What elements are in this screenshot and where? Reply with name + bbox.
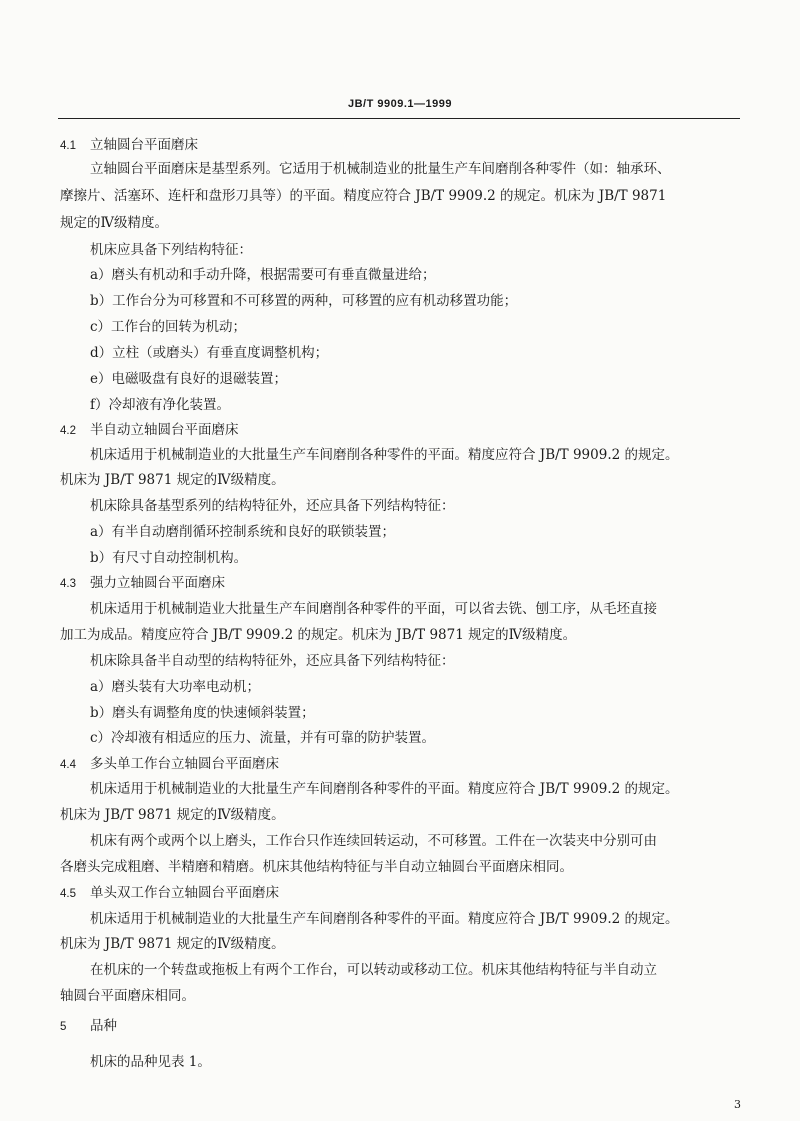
section-number: 4.1	[60, 140, 76, 152]
list-item: b）工作台分为可移置和不可移置的两种，可移置的应有机动移置功能；	[90, 293, 518, 309]
section-5-heading	[60, 1017, 746, 1036]
page-header: JB/T 9909.1—1999	[347, 98, 452, 110]
list-item: a）磨头有机动和手动升降，根据需要可有垂直微量进给；	[90, 267, 436, 283]
page-number: 3	[734, 1098, 741, 1111]
list-item: e）电磁吸盘有良好的退磁装置；	[90, 371, 287, 387]
list-item: f）冷却液有净化装置。	[90, 397, 230, 413]
paragraph-line: 各磨头完成粗磨、半精磨和精磨。机床其他结构特征与半自动立轴圆台平面磨床相同。	[60, 859, 573, 875]
list-item: d）立柱（或磨头）有垂直度调整机构；	[90, 345, 329, 361]
section-title: 品种	[90, 1018, 117, 1034]
paragraph-line: 机床除具备半自动型的结构特征外，还应具备下列结构特征：	[90, 653, 455, 669]
list-item: b）有尺寸自动控制机构。	[90, 550, 248, 566]
section-title: 强力立轴圆台平面磨床	[90, 575, 225, 591]
paragraph-line: 在机床的一个转盘或拖板上有两个工作台，可以转动或移动工位。机床其他结构特征与半自动立	[90, 962, 657, 978]
paragraph-line: 轴圆台平面磨床相同。	[60, 988, 195, 1004]
section-4-5-heading	[60, 884, 746, 903]
section-4-3-heading	[60, 574, 746, 593]
section-number: 4.3	[60, 578, 76, 590]
paragraph-line: 机床为 JB/T 9871 规定的Ⅳ级精度。	[60, 936, 285, 952]
header-rule	[58, 118, 740, 119]
section-number: 4.5	[60, 888, 76, 900]
paragraph-line: 机床为 JB/T 9871 规定的Ⅳ级精度。	[60, 472, 285, 488]
list-item: c）冷却液有相适应的压力、流量，并有可靠的防护装置。	[90, 730, 436, 746]
list-item: c）工作台的回转为机动；	[90, 319, 247, 335]
paragraph-line: 规定的Ⅳ级精度。	[60, 215, 168, 231]
paragraph-line: 加工为成品。精度应符合 JB/T 9909.2 的规定。机床为 JB/T 9871 规定的Ⅳ级精度。	[60, 627, 577, 643]
list-item: a）有半自动磨削循环控制系统和良好的联锁装置；	[90, 524, 396, 540]
paragraph-line: 机床有两个或两个以上磨头，工作台只作连续回转运动，不可移置。工件在一次装夹中分别可由	[90, 833, 657, 849]
paragraph-line: 机床适用于机械制造业大批量生产车间磨削各种零件的平面，可以省去铣、刨工序，从毛坯直接	[90, 601, 657, 617]
paragraph-line: 机床的品种见表 1。	[90, 1054, 211, 1070]
section-4-2-heading	[60, 421, 746, 440]
paragraph-line: 立轴圆台平面磨床是基型系列。它适用于机械制造业的批量生产车间磨削各种零件（如：轴承环、	[90, 161, 671, 177]
section-number: 4.4	[60, 759, 76, 771]
paragraph-line: 摩擦片、活塞环、连杆和盘形刀具等）的平面。精度应符合 JB/T 9909.2 的规定。机床为 JB/T 9871	[60, 188, 667, 204]
list-item: a）磨头装有大功率电动机；	[90, 679, 261, 695]
section-title: 立轴圆台平面磨床	[90, 137, 198, 153]
section-4-4-heading	[60, 755, 746, 774]
paragraph-line: 机床为 JB/T 9871 规定的Ⅳ级精度。	[60, 807, 285, 823]
section-title: 半自动立轴圆台平面磨床	[90, 422, 239, 438]
paragraph-line: 机床应具备下列结构特征：	[90, 242, 252, 258]
section-title: 多头单工作台立轴圆台平面磨床	[90, 756, 279, 772]
list-item: b）磨头有调整角度的快速倾斜装置；	[90, 705, 315, 721]
section-title: 单头双工作台立轴圆台平面磨床	[90, 885, 279, 901]
section-number: 5	[60, 1021, 67, 1033]
paragraph-line: 机床适用于机械制造业的大批量生产车间磨削各种零件的平面。精度应符合 JB/T 9909.2 的规定。	[90, 781, 679, 797]
paragraph-line: 机床除具备基型系列的结构特征外，还应具备下列结构特征：	[90, 498, 455, 514]
section-4-1-heading	[60, 136, 746, 155]
paragraph-line: 机床适用于机械制造业的大批量生产车间磨削各种零件的平面。精度应符合 JB/T 9909.2 的规定。	[90, 911, 679, 927]
paragraph-line: 机床适用于机械制造业的大批量生产车间磨削各种零件的平面。精度应符合 JB/T 9909.2 的规定。	[90, 447, 679, 463]
section-number: 4.2	[60, 425, 76, 437]
